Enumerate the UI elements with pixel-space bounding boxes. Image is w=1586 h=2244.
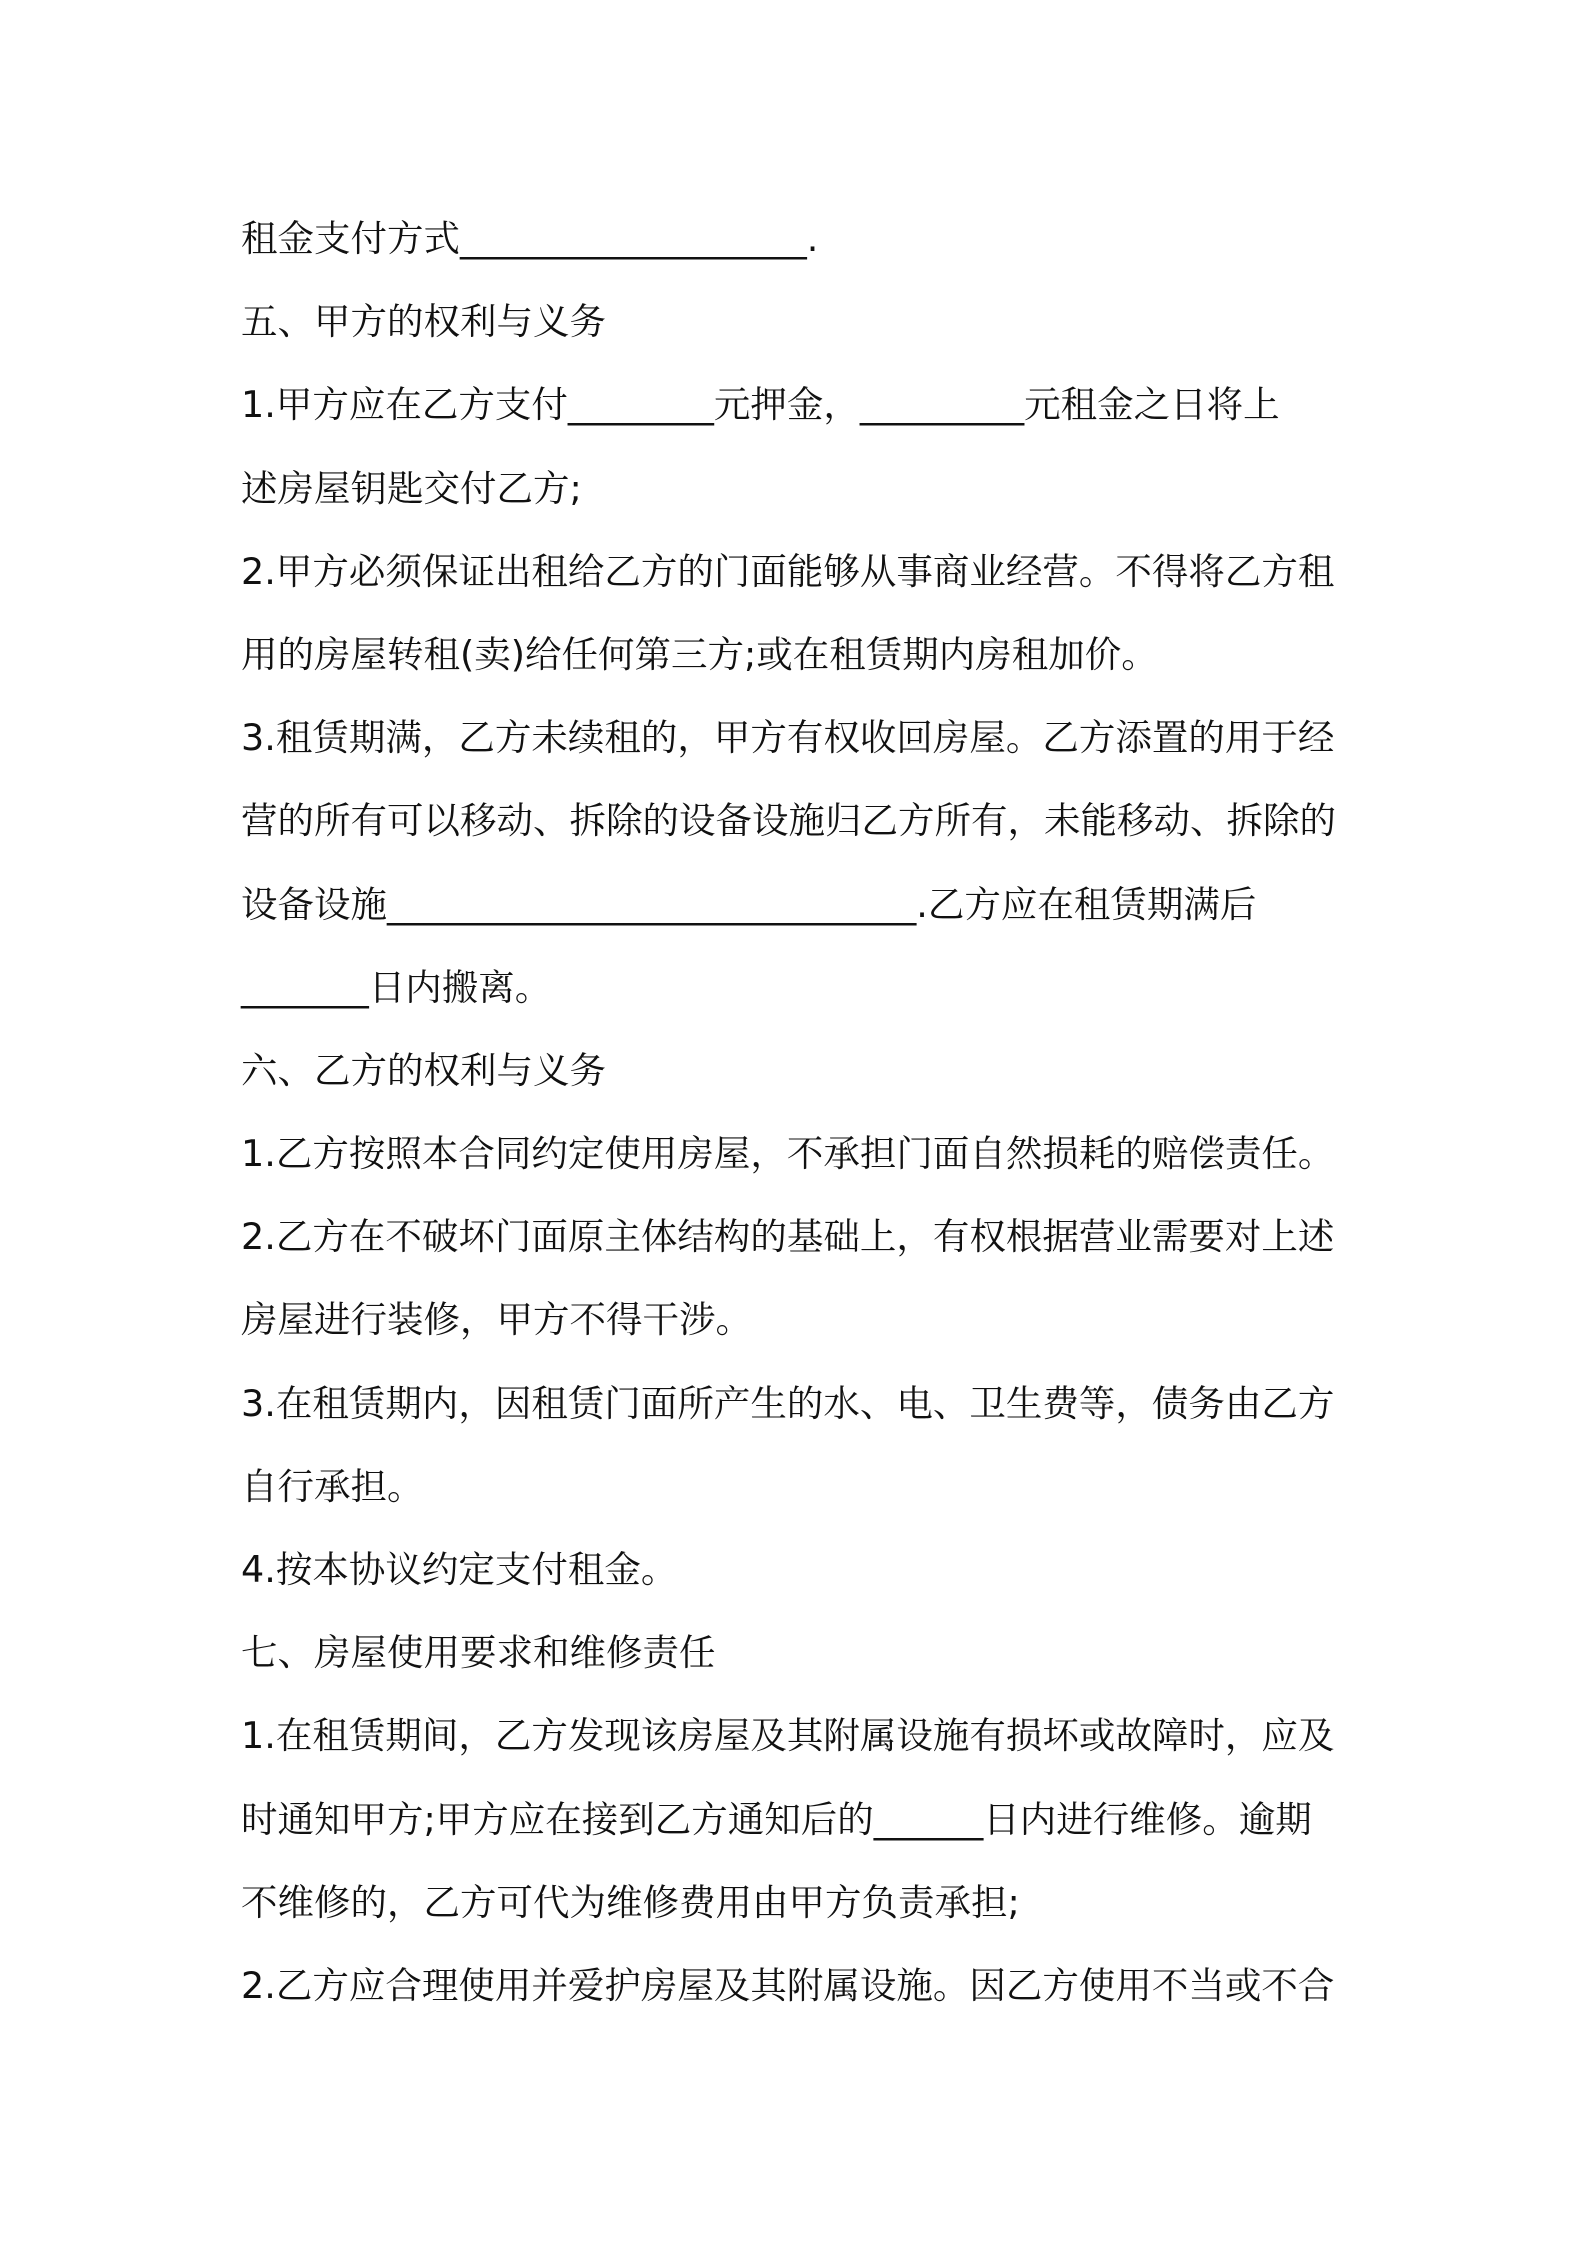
clause-6-3-line-2: 自行承担。 bbox=[241, 1464, 424, 1508]
section-heading-7: 七、房屋使用要求和维修责任 bbox=[241, 1631, 716, 1675]
clause-6-2-line-2: 房屋进行装修，甲方不得干涉。 bbox=[241, 1298, 752, 1342]
section-heading-5: 五、甲方的权利与义务 bbox=[241, 300, 606, 344]
clause-7-1-line-1: 1.在租赁期间，乙方发现该房屋及其附属设施有损坏或故障时，应及 bbox=[241, 1714, 1335, 1758]
contract-text bbox=[241, 197, 1361, 2027]
clause-7-2-line-1: 2.乙方应合理使用并爱护房屋及其附属设施。因乙方使用不当或不合 bbox=[241, 1963, 1335, 2007]
clause-6-1-line-1: 1.乙方按照本合同约定使用房屋，不承担门面自然损耗的赔偿责任。 bbox=[241, 1132, 1335, 1176]
clause-6-3-line-1: 3.在租赁期内，因租赁门面所产生的水、电、卫生费等，债务由乙方 bbox=[241, 1381, 1335, 1425]
clause-5-1-line-2: 述房屋钥匙交付乙方; bbox=[241, 466, 582, 510]
clause-7-1-line-3: 不维修的，乙方可代为维修费用由甲方负责承担; bbox=[241, 1880, 1020, 1924]
section-heading-6: 六、乙方的权利与义务 bbox=[241, 1048, 606, 1092]
rent-payment-method-line: 租金支付方式___________________. bbox=[241, 217, 819, 260]
clause-6-4-line-1: 4.按本协议约定支付租金。 bbox=[241, 1548, 678, 1591]
clause-6-2-line-1: 2.乙方在不破坏门面原主体结构的基础上，有权根据营业需要对上述 bbox=[241, 1215, 1335, 1259]
clause-5-3-line-1: 3.租赁期满，乙方未续租的，甲方有权收回房屋。乙方添置的用于经 bbox=[241, 716, 1335, 760]
clause-5-2-line-1: 2.甲方必须保证出租给乙方的门面能够从事商业经营。不得将乙方租 bbox=[241, 549, 1335, 593]
clause-5-3-line-4: _______日内搬离。 bbox=[241, 965, 552, 1009]
clause-5-3-line-3: 设备设施_____________________________.乙方应在租赁期满后 bbox=[241, 882, 1257, 926]
clause-5-3-line-2: 营的所有可以移动、拆除的设备设施归乙方所有，未能移动、拆除的 bbox=[241, 799, 1336, 843]
clause-5-2-line-2: 用的房屋转租(卖)给任何第三方;或在租赁期内房租加价。 bbox=[241, 632, 1158, 676]
clause-7-1-line-2: 时通知甲方;甲方应在接到乙方通知后的______日内进行维修。逾期 bbox=[241, 1797, 1312, 1841]
clause-5-1-line-1: 1.甲方应在乙方支付________元押金，_________元租金之日将上 bbox=[241, 383, 1280, 427]
